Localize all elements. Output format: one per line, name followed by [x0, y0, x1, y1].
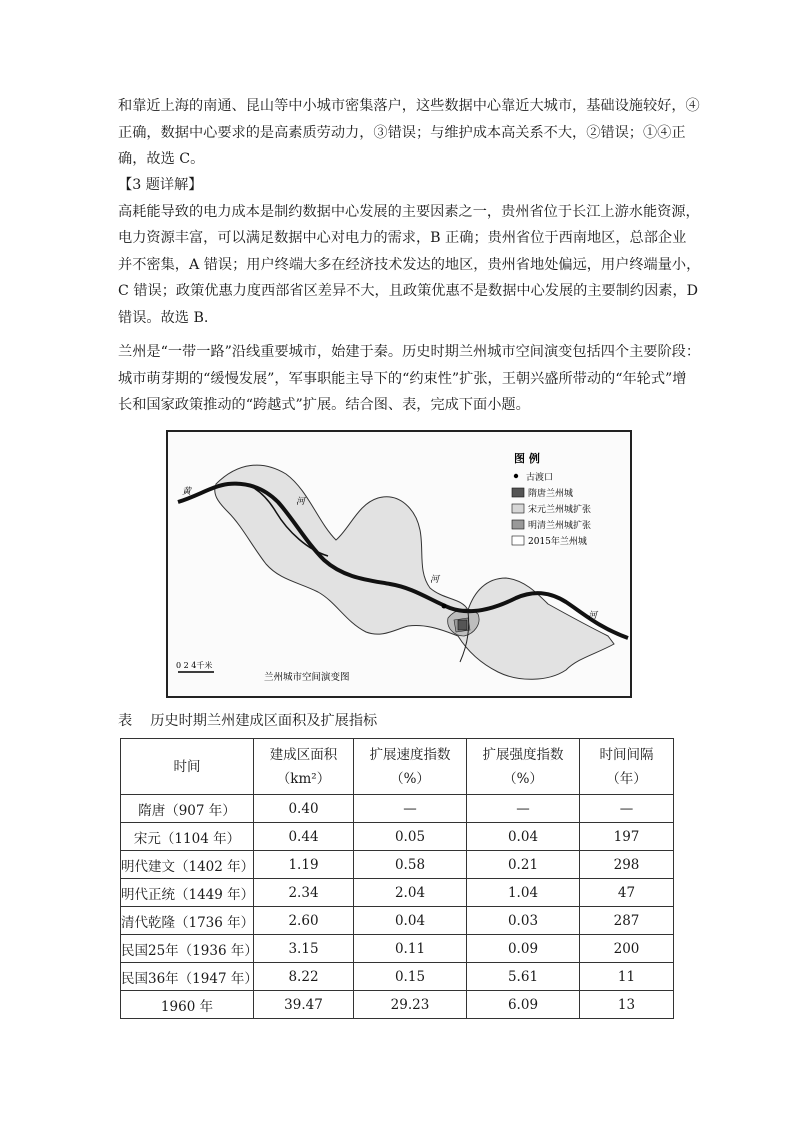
- header-interval: 时间间隔 （年）: [580, 739, 674, 795]
- legend-swatch: [512, 520, 524, 529]
- lanzhou-evolution-map: [166, 430, 632, 698]
- table-cell: 清代乾隆（1736 年）: [121, 907, 254, 935]
- table-cell: 6.09: [467, 991, 580, 1019]
- table-cell: 0.40: [254, 795, 354, 823]
- text-line: 兰州是“一带一路”沿线重要城市，始建于秦。历史时期兰州城市空间演变包括四个主要阶段：: [118, 344, 701, 360]
- question-intro-paragraph: [118, 339, 701, 419]
- text-line: 高耗能导致的电力成本是制约数据中心发展的主要因素之一，贵州省位于长江上游水能资源，: [118, 203, 700, 220]
- table-row: [121, 963, 674, 991]
- header-intensity-index: 扩展强度指数 （%）: [467, 739, 580, 795]
- table-cell: —: [467, 795, 580, 823]
- table-cell: 13: [580, 991, 674, 1019]
- table-cell: 0.44: [254, 823, 354, 851]
- table-cell: 民国25年（1936 年）: [121, 935, 254, 963]
- legend-swatch: [512, 536, 524, 545]
- text-line: 城市萌芽期的“缓慢发展”，军事职能主导下的“约束性”扩张，王朝兴盛所带动的“年轮式”增: [118, 370, 687, 387]
- map-figure: [168, 432, 630, 696]
- table-row: [121, 823, 674, 851]
- table-cell: 197: [580, 823, 674, 851]
- table-cell: 1.19: [254, 851, 354, 879]
- table-cell: 民国36年（1947 年）: [121, 963, 254, 991]
- answer-paragraph-1: [118, 93, 698, 173]
- table-cell: —: [580, 795, 674, 823]
- table-cell: 2.04: [354, 879, 467, 907]
- text-line: 并不密集，A 错误；用户终端大多在经济技术发达的地区，贵州省地处偏远，用户终端量小，: [118, 256, 701, 273]
- scale-text: 0 2 4千米: [176, 661, 213, 670]
- section-heading: 【3 题详解】: [118, 177, 203, 193]
- text-line: 错误。故选 B.: [118, 309, 209, 326]
- table-cell: 0.58: [354, 851, 467, 879]
- table-row: [121, 879, 674, 907]
- header-time: 时间: [121, 739, 254, 795]
- text-line: C 错误；政策优惠力度西部省区差异不大，且政策优惠不是数据中心发展的主要制约因素，D: [118, 283, 699, 299]
- header-area: 建成区面积 （km²）: [254, 739, 354, 795]
- table-cell: 200: [580, 935, 674, 963]
- answer-paragraph-2: [118, 172, 701, 331]
- table-cell: —: [354, 795, 467, 823]
- text-line: 和靠近上海的南通、昆山等中小城市密集落户，这些数据中心靠近大城市，基础设施较好，④: [118, 98, 700, 114]
- table-row: [121, 935, 674, 963]
- table-cell: 287: [580, 907, 674, 935]
- table-cell: 0.03: [467, 907, 580, 935]
- legend-swatch: [512, 504, 524, 513]
- table-caption: 表 历史时期兰州建成区面积及扩展指标: [118, 713, 378, 729]
- table-row: [121, 907, 674, 935]
- table-cell: 0.09: [467, 935, 580, 963]
- table-cell: 隋唐（907 年）: [121, 795, 254, 823]
- table-row: [121, 991, 674, 1019]
- table-cell: 宋元（1104 年）: [121, 823, 254, 851]
- scale-bar: [176, 660, 214, 672]
- table-header-row: [121, 739, 674, 795]
- ferry-dot: [442, 604, 447, 609]
- table-cell: 2.60: [254, 907, 354, 935]
- text-line: 电力资源丰富，可以满足数据中心对电力的需求，B 正确；贵州省位于西南地区，总部企业: [118, 230, 687, 246]
- table-cell: 3.15: [254, 935, 354, 963]
- legend-label: 2015年兰州城: [528, 537, 587, 547]
- legend-title: 图 例: [514, 452, 540, 465]
- table-cell: 29.23: [354, 991, 467, 1019]
- table-cell: 298: [580, 851, 674, 879]
- lanzhou-area-table: [120, 738, 674, 1019]
- table-cell: 5.61: [467, 963, 580, 991]
- map-legend: [512, 451, 591, 547]
- river-label: 河: [296, 497, 306, 507]
- table-cell: 0.21: [467, 851, 580, 879]
- table-cell: 47: [580, 879, 674, 907]
- table-cell: 11: [580, 963, 674, 991]
- legend-swatch: [512, 488, 524, 497]
- legend-dot-icon: [514, 474, 518, 478]
- table-cell: 1.04: [467, 879, 580, 907]
- table-cell: 2.34: [254, 879, 354, 907]
- table-cell: 1960 年: [121, 991, 254, 1019]
- legend-label: 隋唐兰州城: [528, 489, 574, 499]
- table-cell: 39.47: [254, 991, 354, 1019]
- sui-tang-city: [458, 620, 467, 630]
- river-label: 河: [588, 611, 598, 621]
- table-row: [121, 795, 674, 823]
- table-cell: 0.15: [354, 963, 467, 991]
- table-cell: 明代建文（1402 年）: [121, 851, 254, 879]
- river-label: 河: [430, 575, 440, 585]
- table-cell: 0.05: [354, 823, 467, 851]
- table-cell: 0.04: [354, 907, 467, 935]
- text-line: 正确，数据中心要求的是高素质劳动力，③错误；与维护成本高关系不大，②错误；①④正: [118, 124, 686, 141]
- table-row: [121, 851, 674, 879]
- legend-label: 古渡口: [526, 473, 554, 483]
- table-cell: 8.22: [254, 963, 354, 991]
- text-line: 长和国家政策推动的“跨越式”扩展。结合图、表，完成下面小题。: [118, 397, 530, 413]
- legend-label: 明清兰州城扩张: [528, 521, 592, 531]
- text-line: 确，故选 C。: [118, 151, 205, 167]
- legend-label: 宋元兰州城扩张: [528, 505, 592, 515]
- map-caption: 兰州城市空间演变图: [264, 672, 350, 683]
- table-cell: 0.04: [467, 823, 580, 851]
- table-cell: 明代正统（1449 年）: [121, 879, 254, 907]
- header-speed-index: 扩展速度指数 （%）: [354, 739, 467, 795]
- river-label: 黄: [182, 487, 192, 497]
- table-cell: 0.11: [354, 935, 467, 963]
